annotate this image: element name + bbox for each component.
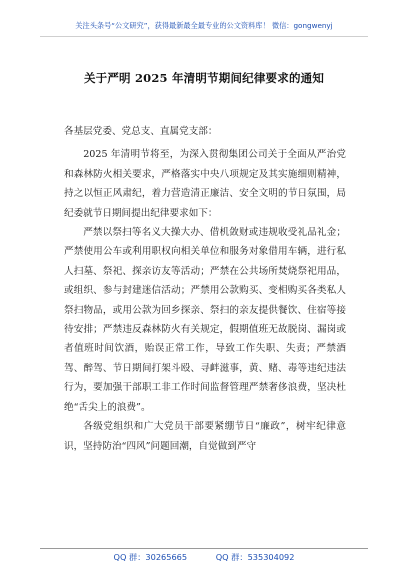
document-title: 关于严明 2025 年清明节期间纪律要求的通知 (83, 71, 325, 85)
footer-qq-group-2: QQ 群：535304092 (215, 552, 295, 562)
header-banner-text: 关注头条号“公文研究”，获得最新最全最专业的公文资料库！ 微信：gongwenyj (75, 21, 333, 30)
paragraph-requirements: 各级党组织和广大党员干部要紧绷节日“廉政”，树牢纪律意识，坚持防治“四风”问题回潮，自觉做到严守 (64, 421, 346, 452)
footer-bar (40, 548, 368, 565)
salutation: 各基层党委、党总支、直属党支部： (64, 126, 218, 137)
header-banner (40, 18, 368, 37)
document-body (64, 120, 346, 456)
paragraph-prohibitions: 严禁以祭扫等名义大操大办、借机敛财或违规收受礼品礼金；严禁使用公车或利用职权向相关单位和服务对象借用车辆，进行私人扫墓、祭祀、探亲访友等活动；严禁在公共场所焚烧祭祀用品，或组织、参与封建迷信活动；严禁用公款购买、变相购买各类私人祭扫物品，或用公款为回乡探亲、祭扫的亲友提供餐饮、住宿等接待安排；严禁违反森林防火有关规定，假期值班无故脱岗、漏岗或者值班时间饮酒，贻误正常工作，导致工作失职、失责；严禁酒驾、醉驾、节日期间打架斗殴、寻衅滋事，黄、赌、毒等违纪违法行为，要加强干部职工非工作时间监督管理严禁奢侈浪费，坚决杜绝“舌尖上的浪费”。 (64, 227, 346, 413)
footer-qq-group-1: QQ 群：30265665 (113, 552, 188, 562)
paragraph-intro: 2025 年清明节将至，为深入贯彻集团公司关于全面从严治党和森林防火相关要求，严格落实中央八项规定及其实施细则精神，持之以恒正风肃纪，着力营造清正廉洁、安全文明的节日氛围，局纪委就节日期间提出纪律要求如下： (64, 149, 346, 219)
